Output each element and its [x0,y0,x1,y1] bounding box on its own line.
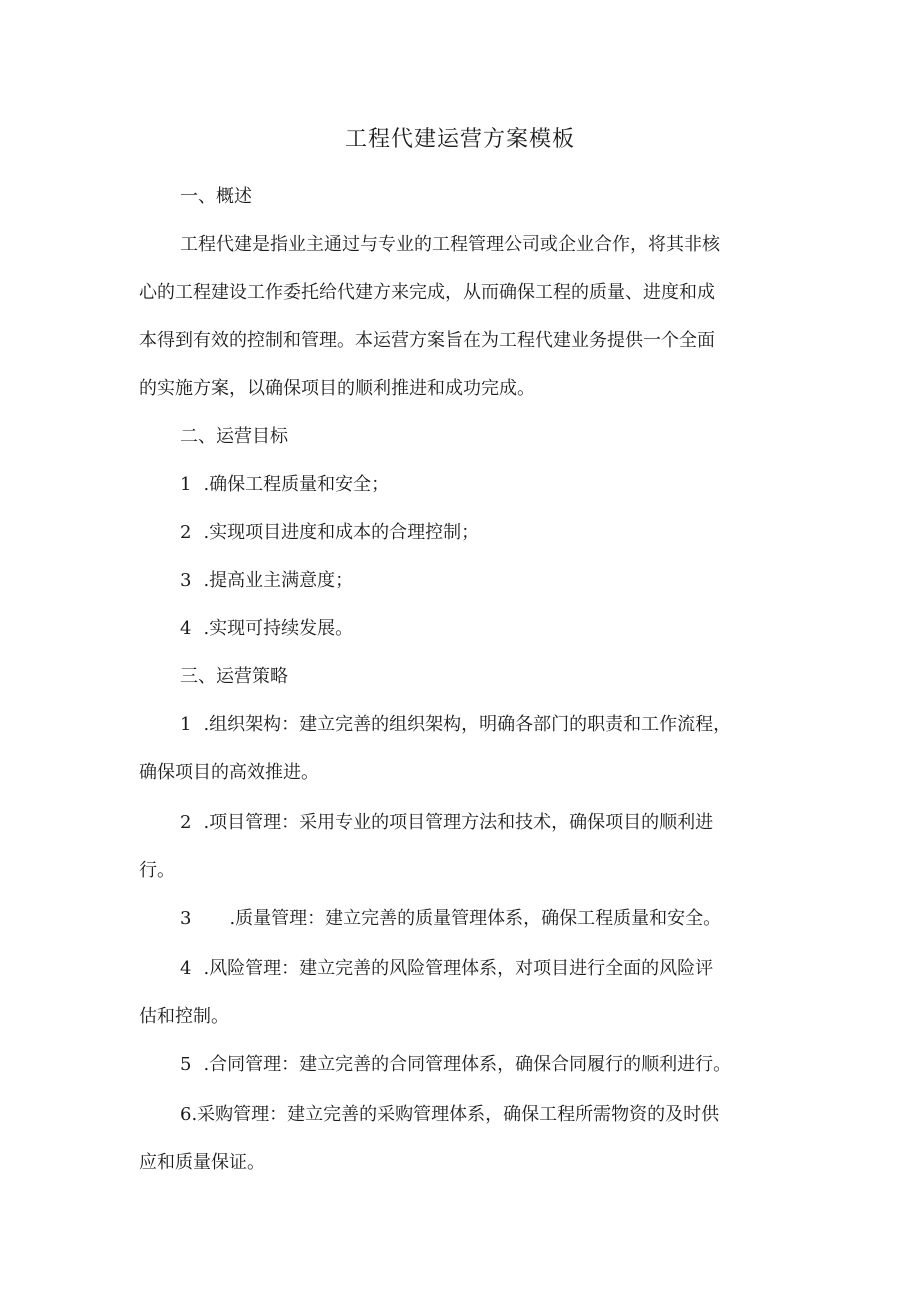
strategy-item [180,954,713,984]
goal-text: .实现项目进度和成本的合理控制； [203,522,480,543]
strategy-item [180,904,721,934]
strategy-item-continuation: 确保项目的高效推进。 [139,762,319,783]
strategy-number: 3 [180,908,192,929]
strategy-item-continuation: 估和控制。 [139,1006,229,1027]
strategy-item [180,808,713,838]
goal-number: 4 [180,618,192,639]
document-title: 工程代建运营方案模板 [344,127,575,152]
goal-text: .实现可持续发展。 [203,618,354,639]
strategy-text: 6.采购管理：建立完善的采购管理体系，确保工程所需物资的及时供 [180,1104,720,1125]
strategy-item [180,710,731,740]
goal-item [180,470,389,500]
overview-paragraph-line: 心的工程建设工作委托给代建方来完成，从而确保工程的质量、进度和成 [139,282,715,303]
section-heading-goals: 二、运营目标 [180,426,288,447]
strategy-item-continuation: 应和质量保证。 [139,1152,265,1173]
overview-paragraph-line: 的实施方案，以确保项目的顺利推进和成功完成。 [139,378,535,399]
goal-number: 1 [180,474,192,495]
overview-paragraph-line: 本得到有效的控制和管理。本运营方案旨在为工程代建业务提供一个全面 [139,330,715,351]
strategy-text: .合同管理：建立完善的合同管理体系，确保合同履行的顺利进行。 [203,1054,732,1075]
goal-text: .提高业主满意度； [203,570,354,591]
strategy-number: 5 [180,1054,192,1075]
goal-number: 3 [180,570,192,591]
strategy-text: .风险管理：建立完善的风险管理体系，对项目进行全面的风险评 [203,958,714,979]
strategy-number: 4 [180,958,192,979]
strategy-item [180,1100,719,1130]
goal-item [180,518,479,548]
strategy-number: 1 [180,714,192,735]
goal-item [180,566,353,596]
strategy-item-continuation: 行。 [139,860,175,881]
strategy-text: .组织架构：建立完善的组织架构，明确各部门的职责和工作流程， [203,714,732,735]
goal-item [180,614,353,644]
strategy-item [180,1050,731,1080]
strategy-number: 2 [180,812,192,833]
overview-paragraph-line: 工程代建是指业主通过与专业的工程管理公司或企业合作，将其非核 [180,234,720,255]
goal-text: .确保工程质量和安全； [203,474,390,495]
section-heading-overview: 一、概述 [180,186,252,207]
strategy-text: .质量管理：建立完善的质量管理体系，确保工程质量和安全。 [229,908,722,929]
section-heading-strategy: 三、运营策略 [180,666,288,687]
strategy-text: .项目管理：采用专业的项目管理方法和技术，确保项目的顺利进 [203,812,714,833]
goal-number: 2 [180,522,192,543]
